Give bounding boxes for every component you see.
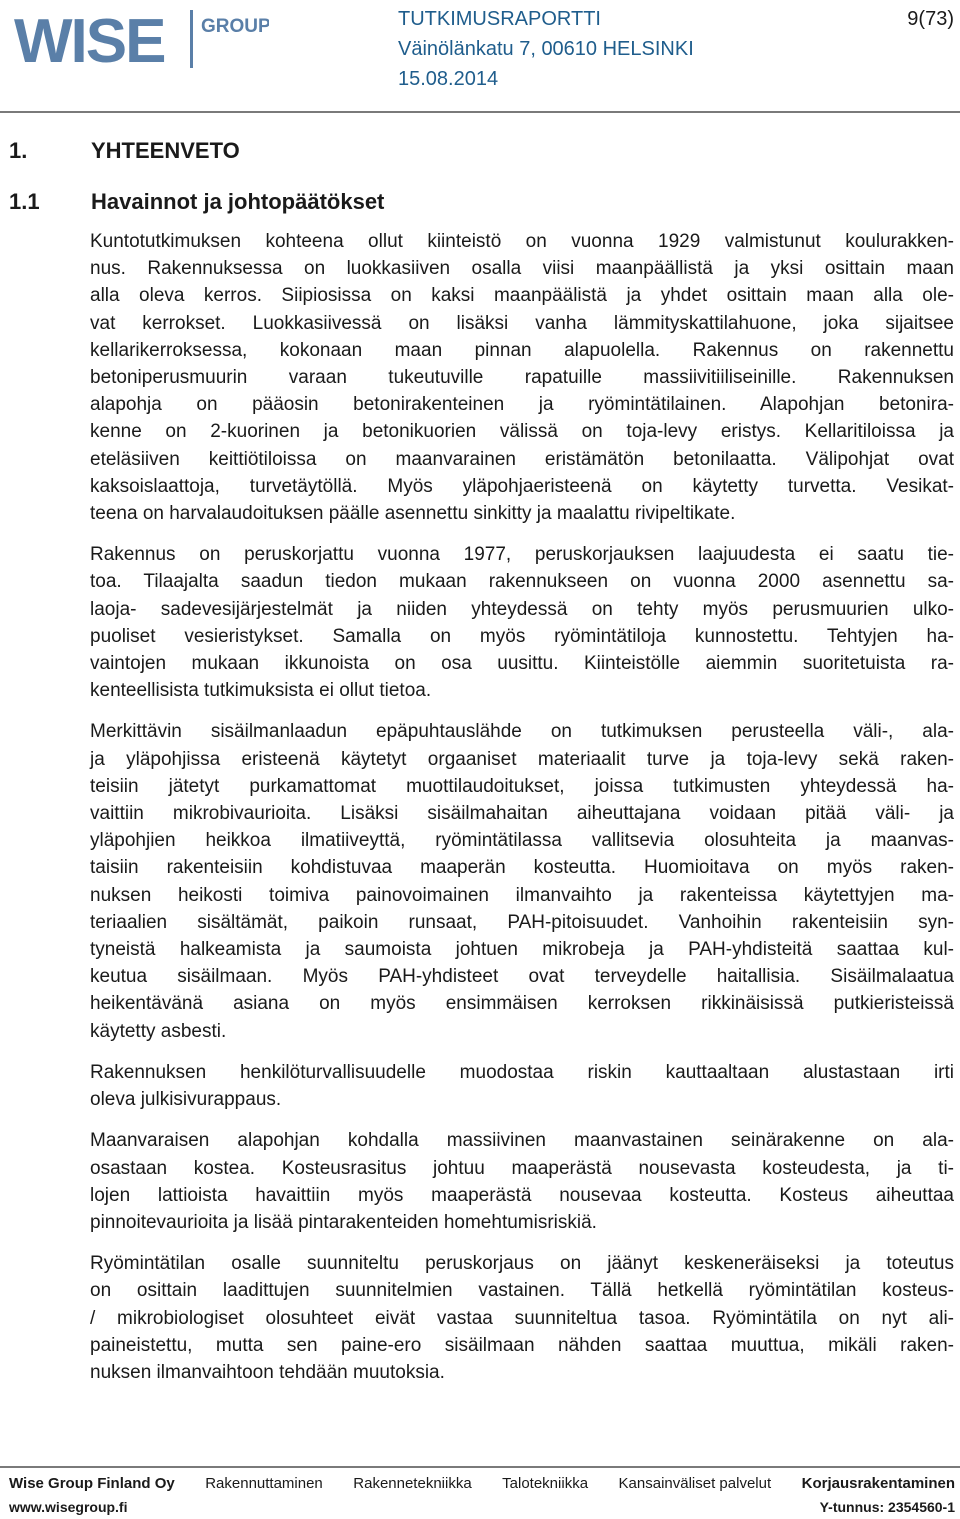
text-line: käytetty asbesti. xyxy=(90,1020,227,1042)
paragraph xyxy=(90,718,954,1044)
text-line: vaintojen mukaan ikkunoista on osa uusittu. Kiinteistölle aiemmin suoritetuista ra- xyxy=(90,653,954,675)
text-line: taisiin rakenteisiin kohdistuvaa maaperän kosteutta. Huomioitava on myös raken- xyxy=(90,857,954,879)
text-line: keutua sisäilmaan. Myös PAH-yhdisteet ovat terveydelle haitallisia. Sisäilmalaatua xyxy=(90,966,954,988)
footer-info-row xyxy=(9,1499,955,1515)
text-line: eteläsiiven keittiötiloissa on maanvarainen eristämätön betonilaatta. Välipohjat ovat xyxy=(90,448,954,470)
section-heading xyxy=(9,138,240,164)
text-line: vat kerrokset. Luokkasiivessä on lisäksi vanha lämmityskattilahuone, joka sijaitsee xyxy=(90,312,954,334)
paragraph xyxy=(90,541,954,704)
header-rule xyxy=(0,111,960,113)
section-number: 1. xyxy=(9,138,28,163)
logo-graphic xyxy=(14,8,269,70)
text-line: nus. Rakennuksessa on luokkasiiven osalla viisi maanpäällistä ja yksi osittain maan xyxy=(90,258,954,280)
subsection-number: 1.1 xyxy=(9,189,40,214)
text-line: tyneistä halkeamista ja saumoista johtuen mikrobeja ja PAH-yhdisteitä saattaa kul- xyxy=(90,939,954,961)
wise-group-logo xyxy=(14,8,269,70)
text-line: toa. Tilaajalta saadun tiedon mukaan rakennukseen on vuonna 2000 asennettu sa- xyxy=(90,571,954,593)
footer-service: Korjausrakentaminen xyxy=(801,1475,955,1492)
text-line: paineistettu, mutta sen paine-ero sisäilmaan nähden saattaa muuttua, mikäli raken- xyxy=(90,1334,954,1356)
text-line: alla oleva kerros. Siipiosissa on kaksi maanpäälistä ja yhdet osittain maan alla ole- xyxy=(90,285,954,307)
text-line: lojen lattioista havaittiin myös maaperästä nousevaa kosteutta. Kosteus aiheuttaa xyxy=(90,1184,954,1206)
footer-service: Rakennetekniikka xyxy=(353,1475,472,1492)
text-line: teriaalien sisältämät, paikoin runsaat, PAH-pitoisuudet. Vanhoihin rakenteisiin syn- xyxy=(90,911,954,933)
subsection-heading xyxy=(9,189,384,215)
logo-divider xyxy=(190,10,193,68)
text-line: teisiin jätetyt purkamattomat muottilaudoitukset, joissa tutkimusten yhteydessä ha- xyxy=(90,775,954,797)
text-line: Ryömintätilan osalle suunniteltu peruskorjaus on jäänyt keskeneräiseksi ja toteutus xyxy=(90,1253,954,1275)
text-line: Maanvaraisen alapohjan kohdalla massiivinen maanvastainen seinärakenne on ala- xyxy=(90,1130,954,1152)
footer-service: Talotekniikka xyxy=(502,1475,589,1492)
text-line: / mikrobiologiset olosuhteet eivät vastaa suunniteltua tasoa. Ryömintätila on nyt ali- xyxy=(90,1307,954,1329)
text-line: kenne on 2-kuorinen ja betonikuorien välissä on toja-levy eristys. Kellaritiloissa ja xyxy=(90,421,954,443)
text-line: ja yläpohjissa eristeenä käytetyt orgaaniset materiaalit turve ja toja-levy sekä raken- xyxy=(90,748,954,770)
page-number: 9(73) xyxy=(907,8,954,30)
text-line: vaittiin mikrobivaurioita. Lisäksi sisäilmahaitan aiheuttajana voidaan pitää väli- ja xyxy=(90,803,954,825)
text-line: pinnoitevaurioita ja lisää pintarakenteiden homehtumisriskiä. xyxy=(90,1211,597,1233)
text-line: Rakennuksen henkilöturvallisuudelle muodostaa riskin kauttaaltaan alustastaan irti xyxy=(90,1061,954,1083)
logo-subtext: GROUP xyxy=(201,16,269,37)
text-line: puoliset vesieristykset. Samalla on myös ryömintätiloja kunnostettu. Tehtyjen ha- xyxy=(90,625,954,647)
footer-service: Kansainväliset palvelut xyxy=(618,1475,772,1492)
footer-rule xyxy=(0,1466,960,1468)
section-title: YHTEENVETO xyxy=(91,138,240,163)
text-line: nuksen heikosti toimiva painovoimainen ilmanvaihto ja rakenteissa käytettyjen ma- xyxy=(90,884,954,906)
text-line: Rakennus on peruskorjattu vuonna 1977, peruskorjauksen laajuudesta ei saatu tie- xyxy=(90,544,954,566)
report-header xyxy=(398,4,954,94)
footer-company: Wise Group Finland Oy xyxy=(9,1475,175,1492)
footer-service: Rakennuttaminen xyxy=(205,1475,323,1492)
text-line: osastaan kostea. Kosteusrasitus johtuu maaperästä nousevasta kosteudesta, ja ti- xyxy=(90,1157,954,1179)
text-line: oleva julkisivurappaus. xyxy=(90,1089,282,1111)
paragraph xyxy=(90,1127,954,1236)
footer-business-id: Y-tunnus: 2354560-1 xyxy=(819,1499,955,1515)
report-type: TUTKIMUSRAPORTTI xyxy=(398,8,601,30)
text-line: betoniperusmuurin varaan tukeutuville rapatuille massiivitiiliseinille. Rakennuksen xyxy=(90,367,954,389)
report-address: Väinölänkatu 7, 00610 HELSINKI xyxy=(398,38,694,60)
text-line: kaksoislaattoja, turvetäytöllä. Myös yläpohjaeristeenä on käytetty turvetta. Vesikat- xyxy=(90,475,954,497)
report-body xyxy=(90,228,954,1400)
footer-website[interactable]: www.wisegroup.fi xyxy=(9,1499,128,1515)
text-line: alapohja on pääosin betonirakenteinen ja ryömintätilainen. Alapohjan betonira- xyxy=(90,394,954,416)
paragraph xyxy=(90,1059,954,1113)
text-line: teena on harvalaudoituksen päälle asennettu sinkitty ja maalattu rivipeltikate. xyxy=(90,503,736,525)
report-date: 15.08.2014 xyxy=(398,68,499,90)
text-line: kellarikerroksessa, kokonaan maan pinnan alapuolella. Rakennus on rakennettu xyxy=(90,339,954,361)
text-line: heikentävänä asiana on myös ensimmäisen kerroksen rikkinäisissä putkieristeissä xyxy=(90,993,954,1015)
paragraph xyxy=(90,1250,954,1386)
text-line: laoja- sadevesijärjestelmät ja niiden yhteydessä on tehty myös perusmuurien ulko- xyxy=(90,598,954,620)
paragraph xyxy=(90,228,954,527)
text-line: nuksen ilmanvaihtoon tehdään muutoksia. xyxy=(90,1361,445,1383)
subsection-title: Havainnot ja johtopäätökset xyxy=(91,189,385,214)
text-line: Merkittävin sisäilmanlaadun epäpuhtauslähde on tutkimuksen perusteella väli-, ala- xyxy=(90,721,954,743)
footer-services-row xyxy=(9,1475,955,1492)
text-line: Kuntotutkimuksen kohteena ollut kiinteistö on vuonna 1929 valmistunut koulurakken- xyxy=(90,231,954,252)
text-line: on osittain laadittujen suunnitelmien vastainen. Tällä hetkellä ryömintätilan kosteus- xyxy=(90,1280,954,1302)
logo-wordmark: WISE xyxy=(14,8,165,70)
text-line: yläpohjien heikkoa ilmatiiveyttä, ryömintätilassa vallitsevia olosuhteita ja maanvas- xyxy=(90,830,954,852)
text-line: kenteellisista tutkimuksista ei ollut tietoa. xyxy=(90,680,432,702)
